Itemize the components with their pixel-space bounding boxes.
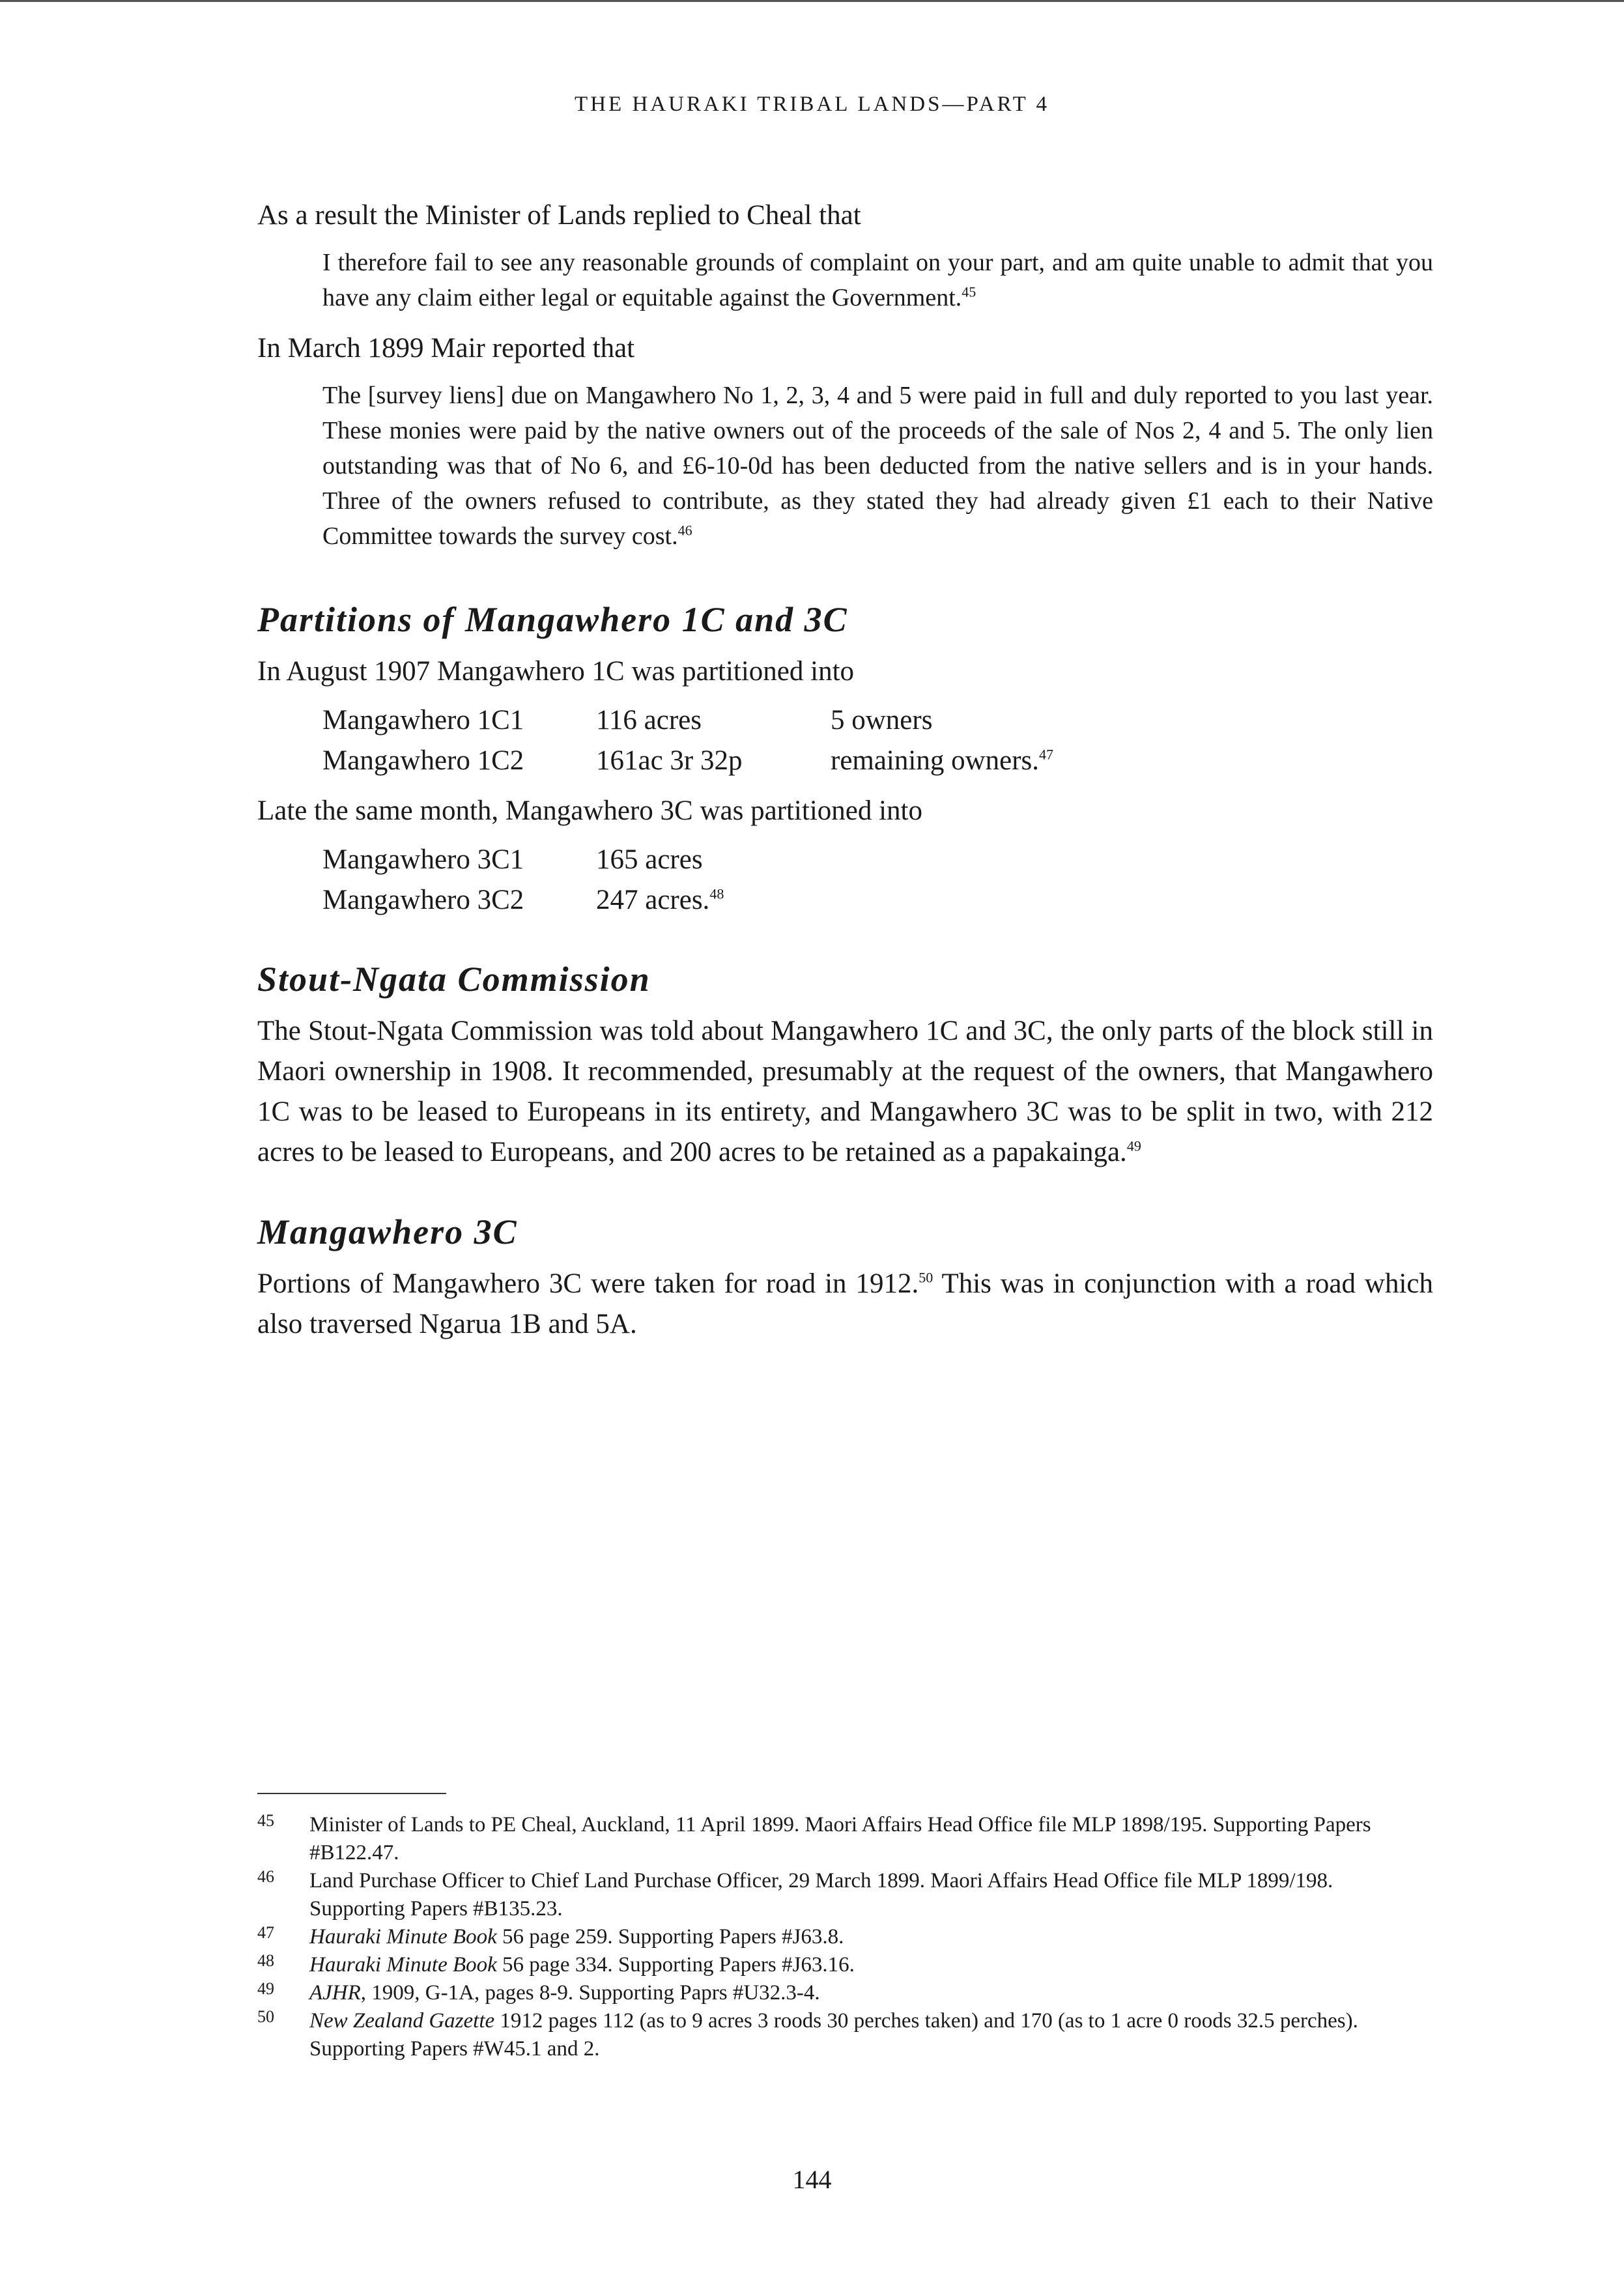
page-number: 144: [792, 2165, 832, 2194]
footnote-ref-50[interactable]: 50: [919, 1269, 933, 1286]
footnote-ref-45[interactable]: 45: [962, 283, 976, 300]
footnote-48: [257, 1951, 1433, 1979]
mangawhero-3c-text-rest: This was in conjunction with a road which also traversed Ngarua 1B and 5A.: [257, 1268, 1433, 1339]
footnote-ref-46[interactable]: 46: [677, 522, 692, 539]
quote-1-text: I therefore fail to see any reasonable grounds of complaint on your part, and am quite unable to admit that you have any claim either legal or equitable against the Government.: [322, 249, 1433, 311]
table-row: [322, 879, 831, 920]
footnote-body: 1912 pages 112 (as to 9 acres 3 roods 30 perches taken) and 170 (as to 1 acre 0 roods 32.5 perches). Supporting Papers #W45.1 and 2.: [309, 2009, 1358, 2061]
footnote-number: 48: [257, 1951, 274, 1970]
block-quote-1: [322, 245, 1433, 315]
footnote-ref-48[interactable]: 48: [709, 885, 724, 902]
footnote-text: [309, 1923, 1433, 1951]
footnote-italic: AJHR: [309, 1981, 361, 2005]
quote-text: [322, 378, 1433, 554]
table-row: [322, 700, 1053, 740]
footnote-46: [257, 1867, 1433, 1923]
mangawhero-3c-text: Portions of Mangawhero 3C were taken for road in 1912.: [257, 1268, 919, 1299]
footnote-45: [257, 1811, 1433, 1867]
stout-ngata-paragraph: [257, 1011, 1433, 1173]
footnote-50: [257, 2007, 1433, 2063]
footnote-number: 46: [257, 1867, 274, 1886]
section-heading-partitions: Partitions of Mangawhero 1C and 3C: [257, 600, 848, 639]
footnote-rule: [257, 1793, 446, 1794]
footnote-text: [309, 1811, 1433, 1867]
section-heading-stout-ngata: Stout-Ngata Commission: [257, 960, 651, 999]
main-content: [257, 195, 1433, 1345]
footnotes: [257, 1811, 1433, 2063]
footnote-number: 49: [257, 1979, 274, 1998]
quote-2-text: The [survey liens] due on Mangawhero No 1, 2, 3, 4 and 5 were paid in full and duly reported to you last year. These monies were paid by the native owners out of the proceeds of the sale of Nos 2, 4 and 5. The only lien outstanding was that of No 6, and £6-10-0d has been deducted from the native sellers and is in your hands. Three of the owners refused to contribute, as they stated they had already given £1 each to their Native Committee towards the survey cost.: [322, 382, 1433, 550]
top-rule: [0, 0, 1624, 2]
footnote-body: Land Purchase Officer to Chief Land Purchase Officer, 29 March 1899. Maori Affairs Head Office file MLP 1899/198. Supporting Papers #B135.23.: [309, 1869, 1333, 1921]
footnote-italic: Hauraki Minute Book: [309, 1953, 497, 1977]
footnote-49: [257, 1979, 1433, 2007]
lot-area: 161ac 3r 32p: [596, 745, 743, 776]
footnote-italic: New Zealand Gazette: [309, 2009, 495, 2033]
footnote-body: 56 page 334. Supporting Papers #J63.16.: [496, 1953, 855, 1977]
stout-ngata-text: The Stout-Ngata Commission was told about Mangawhero 1C and 3C, the only parts of the block still in Maori ownership in 1908. It recommended, presumably at the request of the owners, that Mangawhero 1C was to be leased to Europeans in its entirety, and Mangawhero 3C was to be split in two, with 212 acres to be leased to Europeans, and 200 acres to be retained as a papakainga.: [257, 1016, 1433, 1167]
mangawhero-3c-paragraph: [257, 1264, 1433, 1345]
lot-name: Mangawhero 1C1: [322, 704, 524, 736]
lot-area: [596, 879, 831, 920]
lot-name: Mangawhero 3C2: [322, 884, 524, 915]
footnote-text: [309, 1951, 1433, 1979]
footnote-body: 56 page 259. Supporting Papers #J63.8.: [496, 1925, 844, 1949]
lot-owners-text: remaining owners.: [831, 745, 1040, 776]
lot-name: Mangawhero 1C2: [322, 745, 524, 776]
intro-paragraph-1: As a result the Minister of Lands replied to Cheal that: [257, 200, 861, 231]
lot-name: Mangawhero 3C1: [322, 844, 524, 875]
footnote-body: , 1909, G-1A, pages 8-9. Supporting Paprs #U32.3-4.: [360, 1981, 820, 2005]
section-heading-mangawhero-3c: Mangawhero 3C: [257, 1212, 518, 1251]
footnote-text: [309, 1979, 1433, 2007]
partition-table-3c: [322, 839, 831, 920]
lot-area: [596, 839, 831, 879]
footnote-ref-47[interactable]: 47: [1039, 746, 1054, 763]
footnote-number: 45: [257, 1811, 274, 1830]
intro-paragraph-4: Late the same month, Mangawhero 3C was partitioned into: [257, 795, 922, 826]
footnote-text: [309, 1867, 1433, 1923]
block-quote-2: [322, 378, 1433, 554]
lot-owners: [831, 740, 1053, 780]
intro-paragraph-2: In March 1899 Mair reported that: [257, 333, 635, 364]
footnote-number: 47: [257, 1923, 274, 1942]
partition-table-1c: [322, 700, 1053, 780]
footnote-text: [309, 2007, 1433, 2063]
lot-area: 116 acres: [596, 704, 702, 736]
footnote-italic: Hauraki Minute Book: [309, 1925, 497, 1949]
footnote-47: [257, 1923, 1433, 1951]
lot-area-text: 247 acres.: [596, 884, 710, 915]
quote-text: [322, 245, 1433, 315]
footnote-body: Minister of Lands to PE Cheal, Auckland, 11 April 1899. Maori Affairs Head Office file MLP 1898/195. Supporting Papers #B122.47.: [309, 1813, 1371, 1864]
table-row: [322, 740, 1053, 780]
lot-owners-text: 5 owners: [831, 704, 933, 736]
lot-area-text: 165 acres: [596, 844, 703, 875]
footnote-ref-49[interactable]: 49: [1126, 1137, 1141, 1154]
intro-paragraph-3: In August 1907 Mangawhero 1C was partitioned into: [257, 656, 855, 687]
table-row: [322, 839, 831, 879]
running-head: THE HAURAKI TRIBAL LANDS—PART 4: [575, 93, 1049, 116]
lot-owners: [831, 700, 1053, 740]
footnote-number: 50: [257, 2007, 274, 2026]
